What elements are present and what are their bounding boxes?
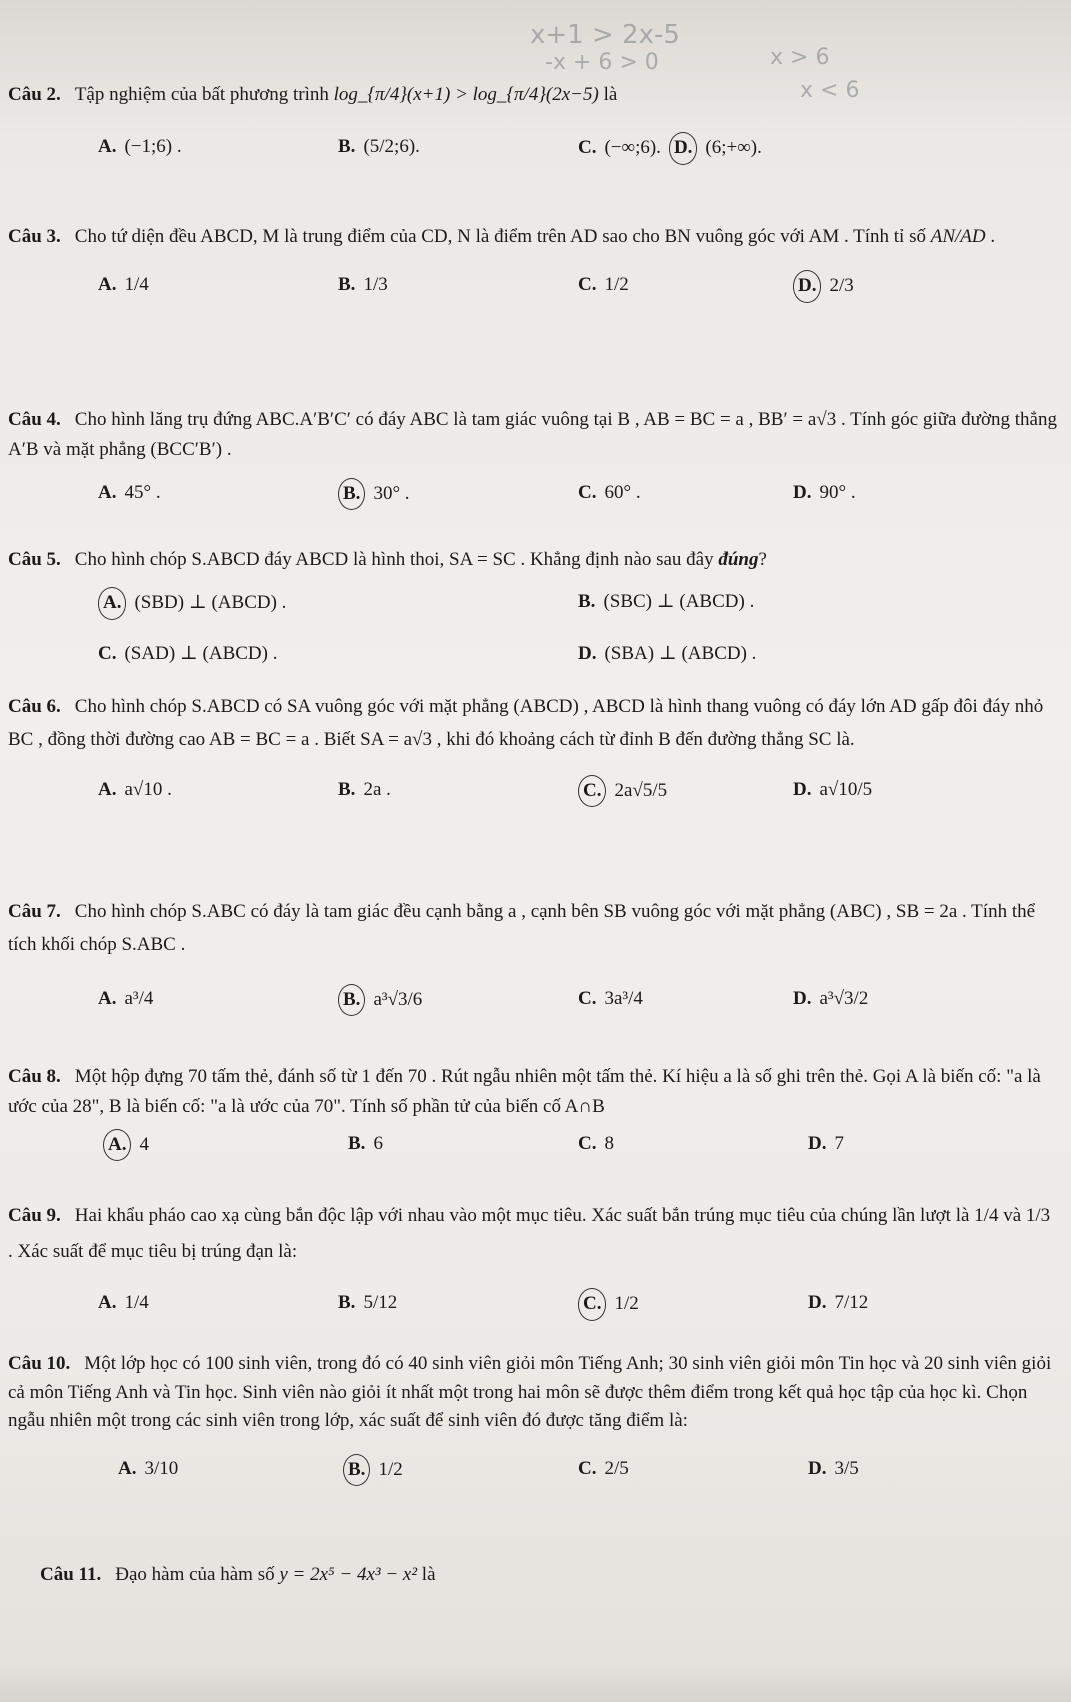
option-value: (SBD) ⊥ (ABCD) . <box>134 592 287 614</box>
question-9 <box>8 1198 1058 1348</box>
option-value: 3/10 <box>144 1457 179 1479</box>
option-label[interactable]: C. <box>578 481 597 503</box>
question-tail: là <box>421 1564 436 1585</box>
option-value: (SAD) ⊥ (ABCD) . <box>124 643 278 665</box>
handwriting-right2: x < 6 <box>800 78 860 103</box>
question-text: Cho hình chóp S.ABC có đáy là tam giác đều cạnh bằng a , cạnh bên SB vuông góc với mặt phẳng (ABC) , SB = 2a . Tính thể tích khối chóp S.ABC . <box>8 901 1036 956</box>
question-text: Cho hình chóp S.ABCD đáy ABCD là hình thoi, SA = SC . Khẳng định nào sau đây <box>74 549 714 570</box>
option-label[interactable]: D. <box>808 1132 827 1154</box>
handwriting-top: x+1 > 2x-5 <box>530 20 680 50</box>
option-label-circled[interactable]: B. <box>343 1454 370 1486</box>
option-value: 60° . <box>604 481 641 503</box>
option-value: 3a³/4 <box>604 987 643 1009</box>
option-value: 2/3 <box>829 275 854 297</box>
question-text: Cho hình chóp S.ABCD có SA vuông góc với mặt phẳng (ABCD) , ABCD là hình thang vuông có đáy lớn AD gấp đôi đáy nhỏ BC , đồng thời đường cao AB = BC = a . Biết SA = a√3 , khi đó khoảng cách từ đỉnh B đến đường thẳng SC là. <box>8 696 1044 751</box>
option-label[interactable]: D. <box>793 987 812 1009</box>
option-label-circled[interactable]: C. <box>578 1288 606 1320</box>
option-value: a³/4 <box>124 987 154 1009</box>
option-label[interactable]: A. <box>98 274 117 296</box>
option-label[interactable]: C. <box>578 1457 597 1479</box>
option-label[interactable]: A. <box>98 987 117 1009</box>
option-value: 1/2 <box>614 1293 639 1315</box>
option-value: 1/4 <box>124 274 149 296</box>
option-label[interactable]: A. <box>98 136 117 158</box>
option-label[interactable]: B. <box>338 274 356 296</box>
option-label[interactable]: A. <box>118 1457 137 1479</box>
option-value: a³√3/6 <box>373 988 423 1010</box>
option-label[interactable]: B. <box>348 1132 366 1154</box>
option-value: 1/4 <box>124 1292 149 1314</box>
option-value: (5/2;6). <box>363 136 420 158</box>
option-value: 6 <box>373 1132 383 1154</box>
option-value: 1/3 <box>363 274 388 296</box>
question-3: Câu 3. Cho tứ diện đều ABCD, M là trung điểm của CD, N là điểm trên AD sao cho BN vuông góc với AM . Tính tỉ số AN/AD . A. 1/4 B. 1/3 C. 1/2 D. 2/3 <box>8 222 1058 330</box>
option-value: 5/12 <box>363 1292 398 1314</box>
emphasis-word: đúng <box>718 549 759 570</box>
option-label-circled[interactable]: D. <box>793 270 821 302</box>
handwriting-right1: x > 6 <box>770 45 830 70</box>
option-value: 7/12 <box>834 1292 869 1314</box>
question-8 <box>8 1062 1058 1169</box>
question-number: Câu 6. <box>8 696 61 717</box>
question-6 <box>8 690 1058 835</box>
option-value: (−1;6) . <box>124 136 182 158</box>
option-value: 7 <box>834 1132 844 1154</box>
question-text: Một hộp đựng 70 tấm thẻ, đánh số từ 1 đến 70 . Rút ngẫu nhiên một tấm thẻ. Kí hiệu a là số ghi trên thẻ. Gọi A là biến cố: "a là ước của 28", B là biến cố: "a là ước của 70". Tính số phần tử của biến cố A∩B <box>8 1066 1041 1118</box>
option-value: (6;+∞). <box>705 137 762 159</box>
question-number: Câu 5. <box>8 549 61 570</box>
option-value: 4 <box>139 1133 149 1155</box>
question-11 <box>40 1560 1071 1590</box>
option-label[interactable]: B. <box>338 1292 356 1314</box>
option-value: a√10 . <box>124 778 172 800</box>
option-value: 90° . <box>819 481 856 503</box>
option-label[interactable]: A. <box>98 1292 117 1314</box>
option-value: 2a√5/5 <box>614 779 668 801</box>
question-number: Câu 7. <box>8 901 61 922</box>
question-text: Đạo hàm của hàm số <box>115 1564 275 1585</box>
option-value: (−∞;6). <box>604 137 661 159</box>
question-number: Câu 3. <box>8 226 61 247</box>
option-value: 8 <box>604 1132 614 1154</box>
ratio-fraction: AN/AD <box>930 226 986 247</box>
option-value: 3/5 <box>834 1457 859 1479</box>
option-value: 1/2 <box>378 1458 403 1480</box>
question-5: Câu 5. Cho hình chóp S.ABCD đáy ABCD là hình thoi, SA = SC . Khẳng định nào sau đây đúng? A. (SBD) ⊥ (ABCD) . B. (SBC) ⊥ (ABCD) . C. (SAD) ⊥ (ABCD) . D. (SBA) ⊥ (ABCD) . <box>8 545 1058 679</box>
option-label[interactable]: C. <box>578 1132 597 1154</box>
handwriting-middle: -x + 6 > 0 <box>545 50 659 75</box>
question-text: Cho hình lăng trụ đứng ABC.A′B′C′ có đáy ABC là tam giác vuông tại B , AB = BC = a , BB′ = a√3 . Tính góc giữa đường thẳng A′B và mặt phẳng (BCC′B′) . <box>8 409 1057 461</box>
question-4 <box>8 405 1058 538</box>
question-text: Một lớp học có 100 sinh viên, trong đó có 40 sinh viên giỏi môn Tiếng Anh; 30 sinh viên giỏi môn Tin học và 20 sinh viên giỏi cả môn Tiếng Anh và Tin học. Sinh viên nào giỏi ít nhất một trong hai môn sẽ được thêm điểm trong kết quả học tập của học kì. Chọn ngẫu nhiên một trong các sinh viên trong lớp, xác suất để sinh viên đó được tăng điểm là: <box>8 1353 1052 1431</box>
option-label[interactable]: D. <box>808 1292 827 1314</box>
question-2 <box>8 80 1058 192</box>
question-text: Tập nghiệm của bất phương trình <box>74 84 329 105</box>
option-label[interactable]: B. <box>578 591 596 613</box>
option-label[interactable]: D. <box>793 778 812 800</box>
option-label[interactable]: D. <box>793 481 812 503</box>
question-number: Câu 9. <box>8 1205 61 1226</box>
option-value: 2a . <box>363 778 391 800</box>
option-label[interactable]: C. <box>98 643 117 665</box>
question-text: Hai khẩu pháo cao xạ cùng bắn độc lập với nhau vào một mục tiêu. Xác suất bắn trúng mục tiêu của chúng lần lượt là 1/4 và 1/3 . Xác suất để mục tiêu bị trúng đạn là: <box>8 1205 1051 1263</box>
function-expression: y = 2x⁵ − 4x³ − x² <box>279 1564 418 1585</box>
option-value: a³√3/2 <box>819 987 869 1009</box>
option-label-circled[interactable]: B. <box>338 984 365 1016</box>
option-value: 1/2 <box>604 274 629 296</box>
option-label[interactable]: A. <box>98 481 117 503</box>
question-number: Câu 8. <box>8 1066 61 1087</box>
option-label-circled[interactable]: B. <box>338 478 365 510</box>
option-label[interactable]: B. <box>338 136 356 158</box>
option-label[interactable]: A. <box>98 778 117 800</box>
option-label[interactable]: D. <box>578 643 597 665</box>
option-label-circled[interactable]: A. <box>103 1129 131 1161</box>
question-number: Câu 4. <box>8 409 61 430</box>
option-label[interactable]: C. <box>578 137 597 159</box>
question-number: Câu 10. <box>8 1353 71 1374</box>
photo-edge-shadow <box>0 1662 1071 1702</box>
option-label[interactable]: D. <box>808 1457 827 1479</box>
log-inequality: log_{π/4}(x+1) > log_{π/4}(2x−5) <box>333 84 599 105</box>
question-text: Cho tứ diện đều ABCD, M là trung điểm của CD, N là điểm trên AD sao cho BN vuông góc với AM . Tính tỉ số <box>74 226 926 247</box>
option-value: a√10/5 <box>819 778 873 800</box>
option-value: 45° . <box>124 481 161 503</box>
question-7 <box>8 895 1058 1044</box>
option-label[interactable]: C. <box>578 987 597 1009</box>
question-number: Câu 11. <box>40 1564 102 1585</box>
option-value: 30° . <box>373 482 410 504</box>
question-tail: là <box>603 84 618 105</box>
option-label-circled[interactable]: C. <box>578 775 606 807</box>
option-label-circled[interactable]: D. <box>669 132 697 164</box>
option-value: (SBA) ⊥ (ABCD) . <box>604 643 757 665</box>
question-10 <box>8 1350 1058 1514</box>
option-label[interactable]: C. <box>578 274 597 296</box>
option-value: (SBC) ⊥ (ABCD) . <box>603 591 755 613</box>
option-label[interactable]: B. <box>338 778 356 800</box>
option-label-circled[interactable]: A. <box>98 587 126 619</box>
option-value: 2/5 <box>604 1457 629 1479</box>
question-number: Câu 2. <box>8 84 61 105</box>
